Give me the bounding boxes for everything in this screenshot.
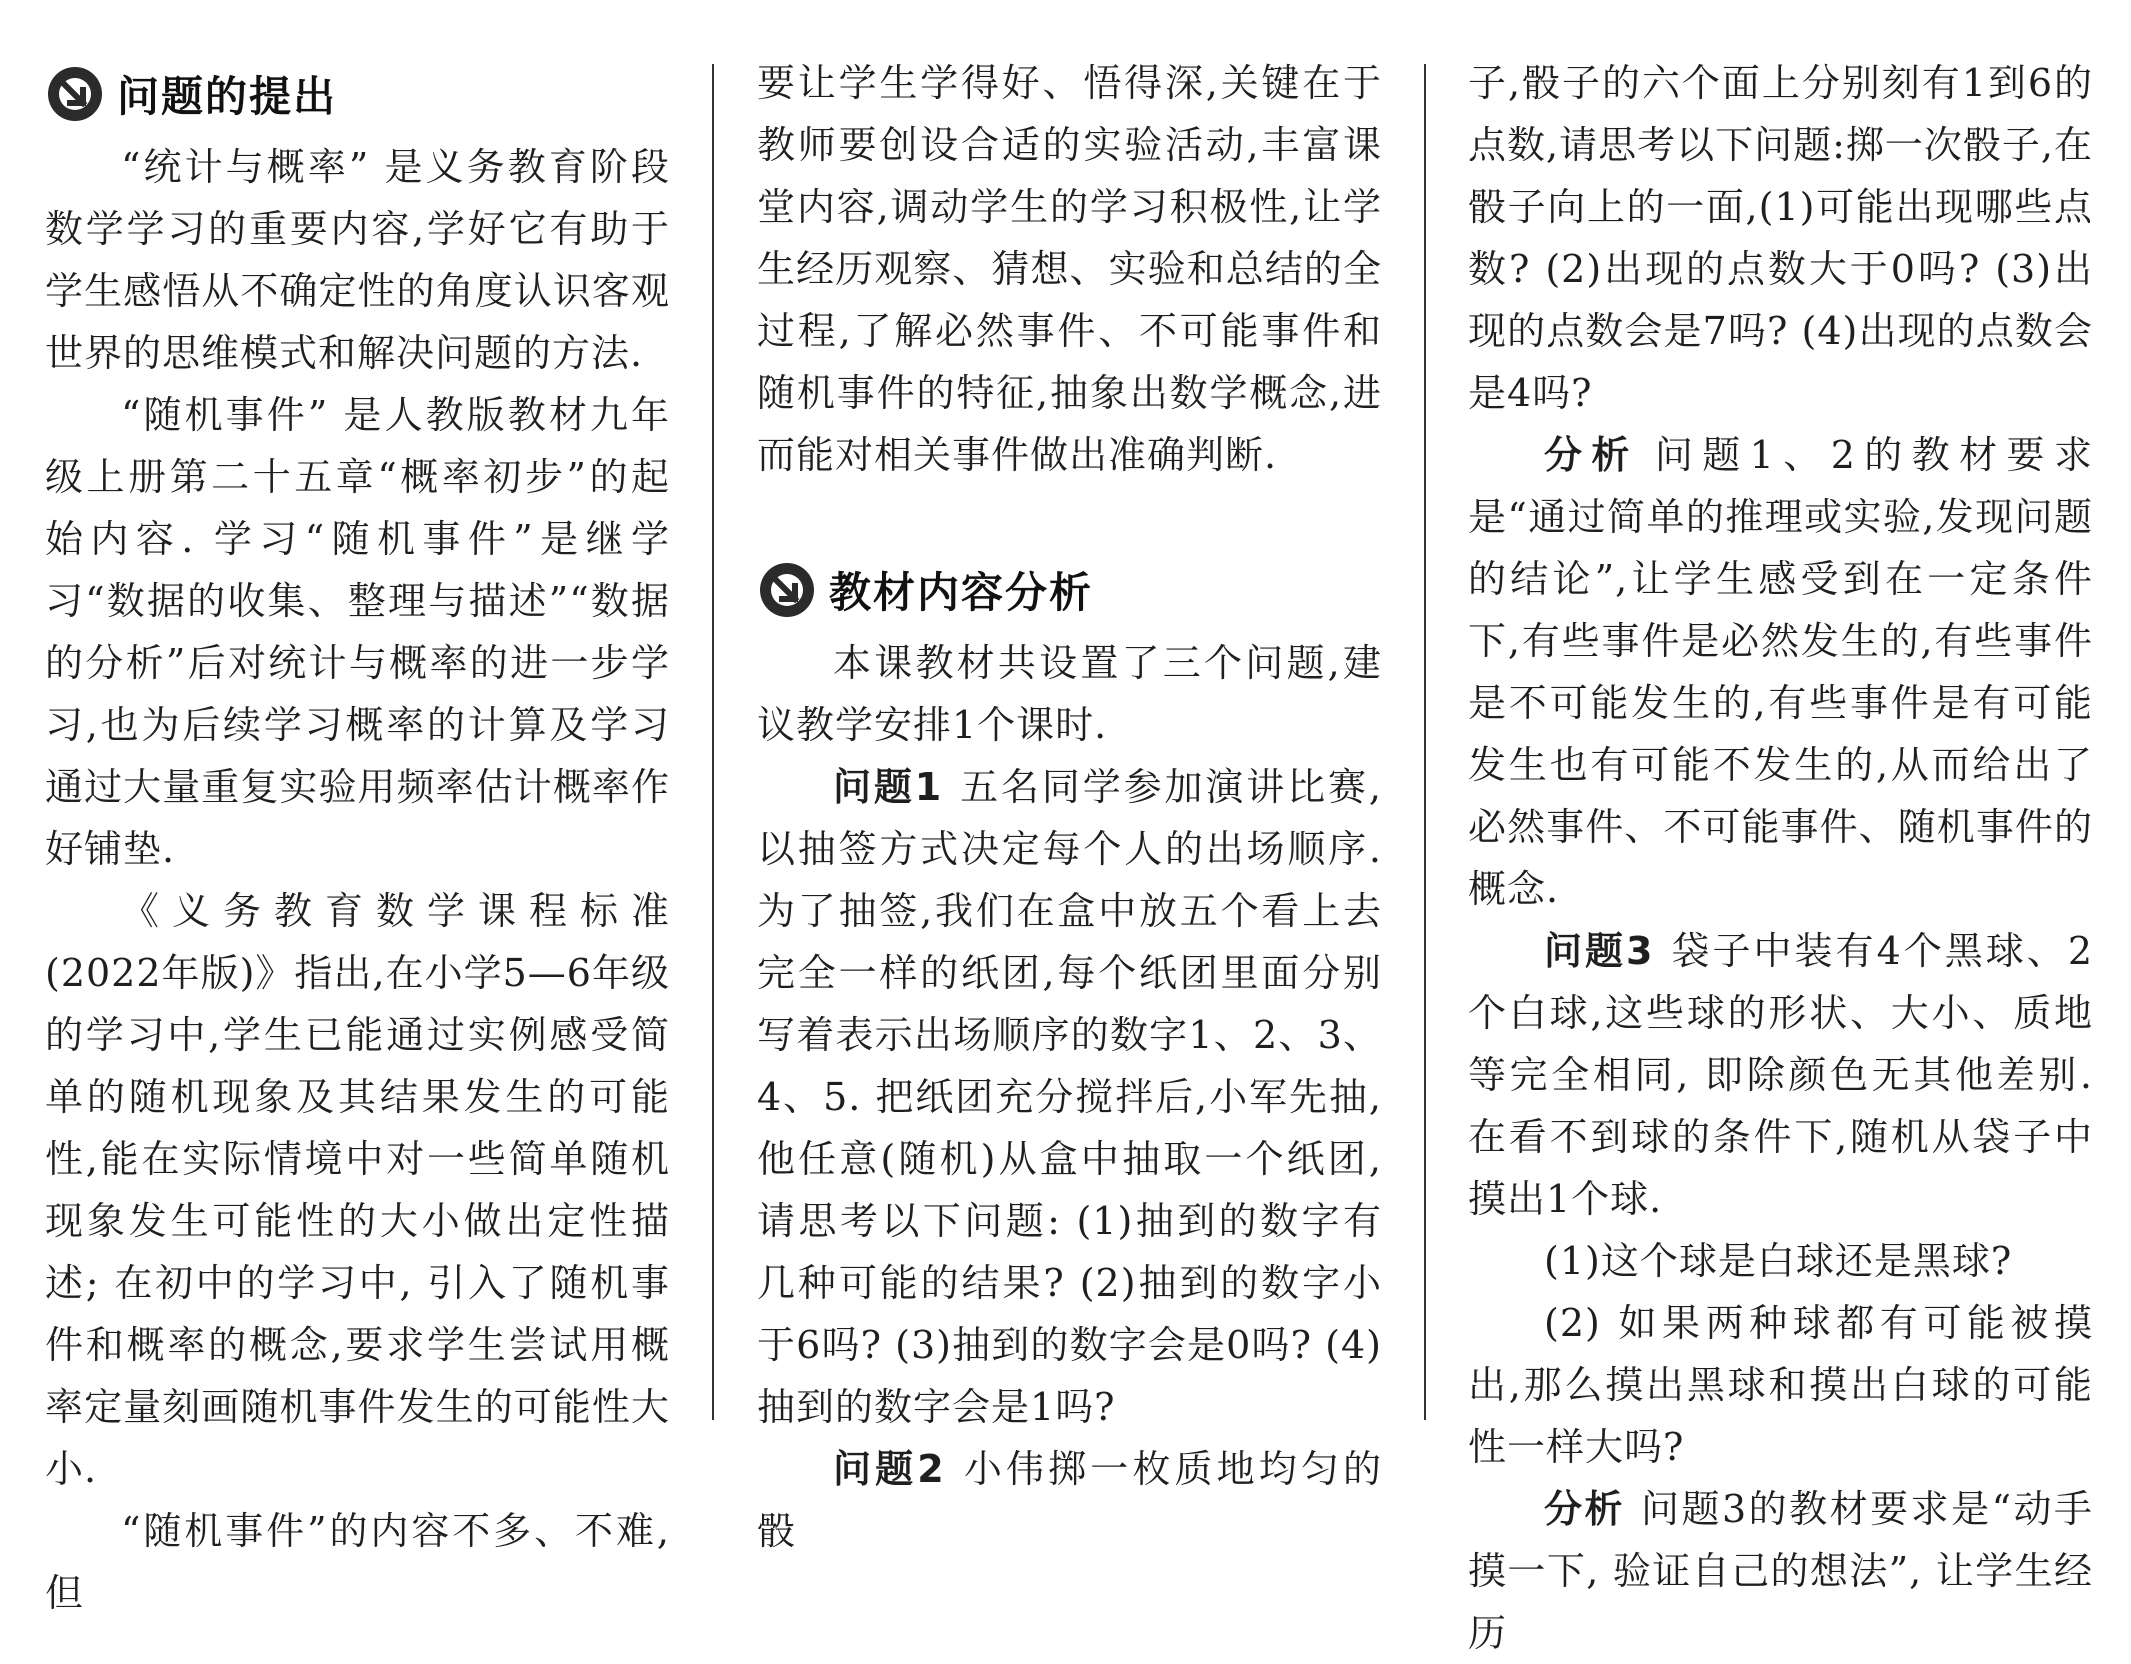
question-paragraph xyxy=(1468,920,2093,1230)
paragraph: “随机事件”的内容不多、不难,但 xyxy=(45,1509,670,1615)
analysis-text: 问题1、2的教材要求是“通过简单的推理或实验,发现问题的结论”,让学生感受到在一定条件下,有些事件是必然发生的,有些事件是不可能发生的,有些事件是有可能发生也有可能不发生的,从而给出了必然事件、不可能事件、随机事件的概念. xyxy=(1468,433,2093,911)
paragraph: “随机事件” 是人教版教材九年级上册第二十五章“概率初步”的起始内容. 学习“随机事件”是继学习“数据的收集、整理与描述”“数据的分析”后对统计与概率的进一步学习,也为后续学习概率的计算及学习通过大量重复实验用频率估计概率作好铺垫. xyxy=(45,393,670,871)
question-text: 五名同学参加演讲比赛,以抽签方式决定每个人的出场顺序. 为了抽签,我们在盒中放五个看上去完全一样的纸团,每个纸团里面分别写着表示出场顺序的数字1、2、3、4、5. 把纸团充分搅拌后,小军先抽,他任意(随机)从盒中抽取一个纸团, 请思考以下问题: (1)抽到的数字有几种可能的结果? (2)抽到的数字小于6吗? (3)抽到的数字会是0吗? (4)抽到的数字会是1吗? xyxy=(757,765,1382,1429)
section-title: 问题的提出 xyxy=(117,72,338,121)
sub-question: (1)这个球是白球还是黑球? xyxy=(1544,1239,2013,1283)
paragraph: 本课教材共设置了三个问题,建议教学安排1个课时. xyxy=(757,641,1382,747)
section-marker-icon xyxy=(45,64,105,124)
question-label: 问题1 xyxy=(833,765,943,809)
paragraph: “统计与概率” 是义务教育阶段数学学习的重要内容,学好它有助于学生感悟从不确定性的角度认识客观世界的思维模式和解决问题的方法. xyxy=(45,145,670,375)
sub-question: (2) 如果两种球都有可能被摸出,那么摸出黑球和摸出白球的可能性一样大吗? xyxy=(1468,1301,2093,1469)
spacer xyxy=(757,486,1382,548)
paragraph: 《义务教育数学课程标准 (2022年版)》指出,在小学5—6年级的学习中,学生已能通过实例感受简单的随机现象及其结果发生的可能性,能在实际情境中对一些简单随机现象发生可能性的大小做出定性描述; 在初中的学习中, 引入了随机事件和概率的概念,要求学生尝试用概率定量刻画随机事件发生的可能性大小. xyxy=(45,889,670,1491)
section-title: 教材内容分析 xyxy=(829,568,1094,617)
analysis-text: 问题3的教材要求是“动手摸一下, 验证自己的想法”, 让学生经历 xyxy=(1468,1487,2093,1655)
question-text: 袋子中装有4个黑球、2个白球,这些球的形状、大小、质地等完全相同, 即除颜色无其他差别. 在看不到球的条件下,随机从袋子中摸出1个球. xyxy=(1468,929,2093,1221)
question-paragraph xyxy=(757,1438,1382,1562)
paragraph: 要让学生学得好、悟得深,关键在于教师要创设合适的实验活动,丰富课堂内容,调动学生的学习积极性,让学生经历观察、猜想、实验和总结的全过程,了解必然事件、不可能事件和随机事件的特征,抽象出数学概念,进而能对相关事件做出准确判断. xyxy=(757,61,1382,477)
question-label: 问题3 xyxy=(1544,929,1654,973)
section-heading-intro xyxy=(45,52,670,136)
question-label: 问题2 xyxy=(833,1447,945,1491)
question-paragraph xyxy=(757,756,1382,1438)
analysis-paragraph xyxy=(1468,1478,2093,1664)
text-column-3 xyxy=(1468,52,2093,1664)
text-column-1 xyxy=(45,52,670,1624)
analysis-label: 分析 xyxy=(1544,1487,1625,1531)
question-text: 小伟掷一枚质地均匀的骰 xyxy=(757,1447,1382,1553)
analysis-label: 分析 xyxy=(1544,433,1639,477)
section-marker-icon xyxy=(757,560,817,620)
column-divider xyxy=(712,64,714,1420)
section-heading-analysis xyxy=(757,548,1382,632)
analysis-paragraph xyxy=(1468,424,2093,920)
column-divider xyxy=(1424,64,1426,1420)
text-column-2 xyxy=(757,52,1382,1562)
paragraph: 子,骰子的六个面上分别刻有1到6的点数,请思考以下问题:掷一次骰子,在骰子向上的一面,(1)可能出现哪些点数? (2)出现的点数大于0吗? (3)出现的点数会是7吗? (4)出现的点数会是4吗? xyxy=(1468,61,2093,415)
